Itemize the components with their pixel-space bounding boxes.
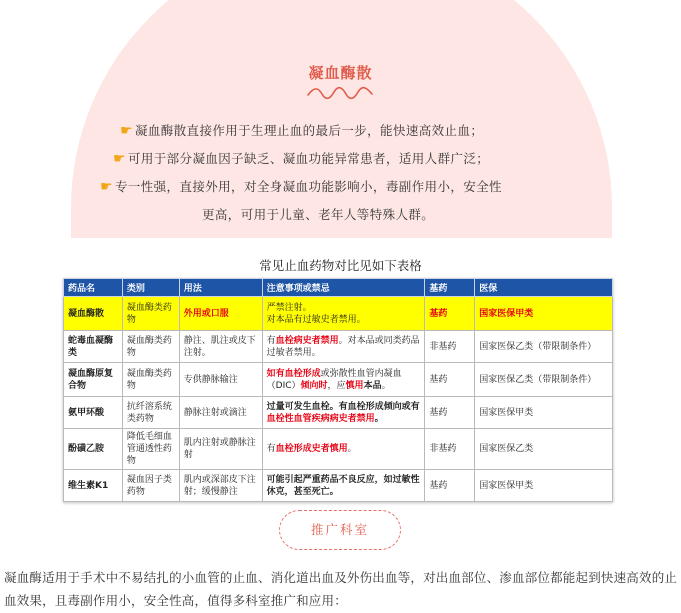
usage-cell: 肌内注射或静脉注射 bbox=[179, 429, 262, 470]
notes-cell bbox=[262, 297, 425, 331]
notes-segment: 本品 bbox=[363, 380, 382, 391]
insurance-cell: 国家医保甲类 bbox=[475, 470, 613, 502]
drug-name-cell: 蛇毒血凝酶类 bbox=[64, 331, 123, 363]
drug-name-cell: 酚磺乙胺 bbox=[64, 429, 123, 470]
table-row bbox=[64, 429, 613, 470]
essential-drug-cell: 非基药 bbox=[425, 429, 475, 470]
header-cell: 药品名 bbox=[64, 279, 123, 297]
category-cell: 降低毛细血管通透性药物 bbox=[122, 429, 179, 470]
table-row bbox=[64, 363, 613, 397]
notes-segment: 如有血栓形成 bbox=[266, 368, 321, 379]
drug-name-cell: 凝血酶散 bbox=[64, 297, 123, 331]
insurance-cell: 国家医保甲类 bbox=[475, 397, 613, 429]
header-cell: 注意事项或禁忌 bbox=[262, 279, 425, 297]
notes-cell bbox=[262, 470, 425, 502]
drug-name-cell: 氨甲环酸 bbox=[64, 397, 123, 429]
essential-drug-cell: 基药 bbox=[425, 470, 475, 502]
notes-segment: ，应 bbox=[327, 380, 346, 391]
notes-segment: 。对本品或同类药品过敏者禁用。 bbox=[266, 335, 420, 358]
category-cell: 凝血酶类药物 bbox=[122, 363, 179, 397]
body-paragraph: 凝血酶适用于手术中不易结扎的小血管的止血、消化道出血及外伤出血等，对出血部位、渗血部位都能起到快速高效的止血效果，且毒副作用小，安全性高，值得多科室推广和应用： bbox=[4, 570, 678, 608]
pointing-hand-icon: ☛ bbox=[120, 123, 133, 139]
insurance-cell: 国家医保乙类（带限制条件） bbox=[475, 331, 613, 363]
notes-segment: 血栓病史者禁用 bbox=[275, 335, 339, 346]
category-cell: 凝血酶类药物 bbox=[122, 297, 179, 331]
insurance-cell: 国家医保乙类（带限制条件） bbox=[475, 363, 613, 397]
table-header-row bbox=[64, 279, 613, 297]
category-cell: 抗纤溶系统类药物 bbox=[122, 397, 179, 429]
usage-cell: 外用或口服 bbox=[179, 297, 262, 331]
notes-segment: 可能引起严重药品不良反应，如过敏性休克，甚至死亡。 bbox=[266, 474, 420, 497]
essential-drug-cell: 基药 bbox=[425, 363, 475, 397]
notes-cell bbox=[262, 331, 425, 363]
drug-name-cell: 维生素K1 bbox=[64, 470, 123, 502]
notes-cell bbox=[262, 363, 425, 397]
notes-segment: 。 bbox=[381, 380, 391, 391]
notes-segment: 慎用 bbox=[345, 380, 364, 391]
hero-bullet: 更高，可用于儿童、老年人等特殊人群。 bbox=[202, 207, 435, 222]
usage-cell: 肌内或深部皮下注射；缓慢静注 bbox=[179, 470, 262, 502]
table-row bbox=[64, 297, 613, 331]
essential-drug-cell: 非基药 bbox=[425, 331, 475, 363]
notes-segment: 或弥散性血管内凝血（DIC） bbox=[266, 368, 402, 391]
header-cell: 基药 bbox=[425, 279, 475, 297]
pointing-hand-icon: ☛ bbox=[100, 179, 113, 195]
notes-segment: 严禁注射。 bbox=[266, 302, 312, 313]
usage-cell: 静脉注射或滴注 bbox=[179, 397, 262, 429]
pointing-hand-icon: ☛ bbox=[113, 151, 126, 167]
table-row bbox=[64, 470, 613, 502]
essential-drug-cell: 基药 bbox=[425, 397, 475, 429]
wave-divider-icon bbox=[306, 86, 376, 100]
hero-bullet: ☛ 可用于部分凝血因子缺乏、凝血功能异常患者，适用人群广泛； bbox=[113, 151, 490, 167]
notes-segment: 倾向时 bbox=[300, 380, 328, 391]
header-cell: 用法 bbox=[179, 279, 262, 297]
hero-title: 凝血酶散 bbox=[308, 64, 373, 82]
category-cell: 凝血酶类药物 bbox=[122, 331, 179, 363]
essential-drug-cell: 基药 bbox=[425, 297, 475, 331]
notes-segment: 血栓形成史者慎用 bbox=[275, 444, 348, 454]
hero-background bbox=[71, 0, 612, 238]
table-row bbox=[64, 397, 613, 429]
hero-bullet: ☛ 专一性强，直接外用，对全身凝血功能影响小，毒副作用小，安全性 bbox=[100, 179, 502, 195]
notes-segment: 。 bbox=[347, 444, 357, 454]
insurance-cell: 国家医保乙类 bbox=[475, 429, 613, 470]
drug-name-cell: 凝血酶原复合物 bbox=[64, 363, 123, 397]
table-title: 常见止血药物对比见如下表格 bbox=[259, 258, 422, 273]
notes-segment: 有 bbox=[266, 335, 276, 346]
notes-cell bbox=[262, 397, 425, 429]
notes-segment: 。 bbox=[374, 413, 384, 424]
header-cell: 医保 bbox=[475, 279, 613, 297]
hero-bullet: ☛ 凝血酶散直接作用于生理止血的最后一步，能快速高效止血； bbox=[120, 123, 484, 139]
drug-comparison-table bbox=[63, 278, 613, 502]
category-cell: 凝血因子类药物 bbox=[122, 470, 179, 502]
table-row bbox=[64, 331, 613, 363]
promotion-department-button[interactable]: 推广科室 bbox=[279, 510, 401, 550]
notes-segment: 对本品有过敏史者禁用。 bbox=[266, 314, 366, 325]
usage-cell: 专供静脉输注 bbox=[179, 363, 262, 397]
header-cell: 类别 bbox=[122, 279, 179, 297]
notes-segment: 有 bbox=[266, 444, 276, 454]
insurance-cell: 国家医保甲类 bbox=[475, 297, 613, 331]
notes-segment: 过量可发生血栓。有血栓形成倾向或有 bbox=[266, 401, 420, 412]
notes-cell bbox=[262, 429, 425, 470]
notes-segment: 血栓性血管疾病病史者禁用 bbox=[266, 413, 375, 424]
usage-cell: 静注、肌注或皮下注射。 bbox=[179, 331, 262, 363]
